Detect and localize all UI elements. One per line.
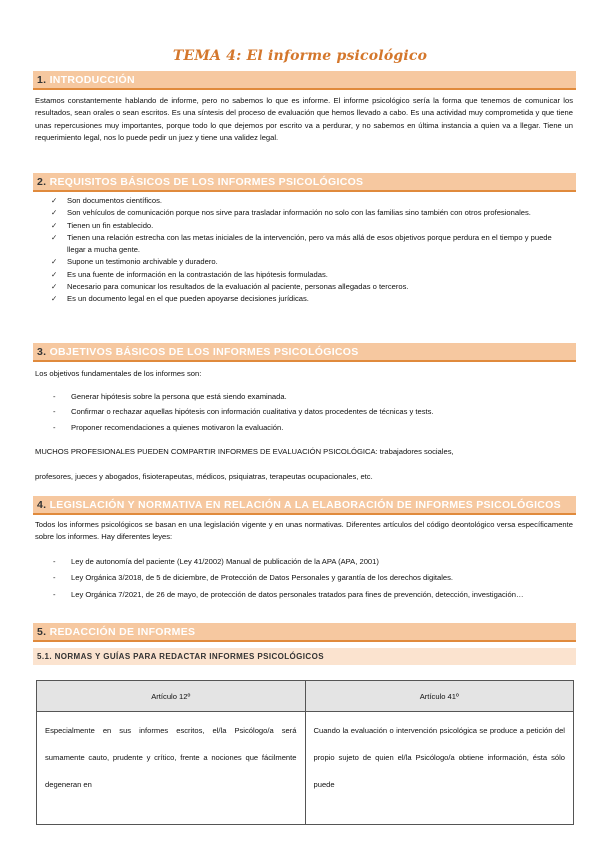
dash-bullet: - [53, 573, 56, 583]
section-title: INTRODUCCIÓN [49, 74, 135, 86]
checkmark-icon: ✓ [51, 220, 58, 230]
list-item: ✓ Son documentos científicos. [35, 195, 555, 207]
table-header-cell: Artículo 12º [37, 681, 306, 712]
checkmark-icon: ✓ [51, 232, 58, 242]
list-item: ✓ Es un documento legal en el que pueden apoyarse decisiones jurídicas. [35, 293, 555, 305]
dash-bullet: - [53, 589, 56, 599]
table-header-cell: Artículo 41º [305, 681, 574, 712]
checkmark-icon: ✓ [51, 269, 58, 279]
table-header-row [37, 681, 574, 712]
list-item: - Ley Orgánica 7/2021, de 26 de mayo, de protección de datos personales tratados para fines de prevención, detección, investigación… [35, 589, 555, 601]
list-item: - Ley Orgánica 3/2018, de 5 de diciembre, de Protección de Datos Personales y garantía de los derechos digitales. [35, 572, 555, 584]
table-cell [37, 712, 306, 825]
list-item: ✓ Tienen un fin establecido. [35, 220, 555, 232]
section-title: REDACCIÓN DE INFORMES [49, 626, 196, 638]
objetivos-intro: Los objetivos fundamentales de los informes son: [35, 369, 202, 378]
articulo-41-text: Cuando la evaluación o intervención psicológica se produce a petición del propio sujeto de quien el/la Psicólogo/a obtiene información, ésta sólo puede [313, 726, 565, 789]
legislacion-paragraph: Todos los informes psicológicos se basan en una legislación vigente y en unas normativas. Diferentes artículos del código deontológico versa específicamente sobre los informes. Hay diferentes leyes: [35, 520, 573, 542]
section-number: 5. [37, 626, 47, 638]
list-item: - Generar hipótesis sobre la persona que está siendo examinada. [35, 391, 555, 403]
section-number: 1. [37, 74, 47, 86]
section-title: LEGISLACIÓN Y NORMATIVA EN RELACIÓN A LA ELABORACIÓN DE INFORMES PSICOLÓGICOS [49, 499, 561, 511]
section-header-objetivos [33, 343, 576, 362]
subsection-title: NORMAS Y GUÍAS PARA REDACTAR INFORMES PSICOLÓGICOS [54, 652, 324, 661]
table-cell [305, 712, 574, 825]
dash-bullet: - [53, 407, 56, 417]
list-item: - Proponer recomendaciones a quienes motivaron la evaluación. [35, 422, 555, 434]
checkmark-icon: ✓ [51, 257, 58, 267]
section-number: 4. [37, 499, 47, 511]
intro-paragraph: Estamos constantemente hablando de informe, pero no sabemos lo que es informe. El informe psicológico sería la forma que tenemos de comunicar los resultados, sean orales o sean escritos. Es una síntesis del proceso de evaluación que hemos llevado a cabo. Es una actividad muy comprometida y que tiene unas repercusiones muy importantes, porque todo lo que dejemos por escrito va a perdurar, y no sabemos en última instancia a quien va a llegar. Tiene un requerimiento legal, nos lo puede pedir un juez y tiene una validez legal. [35, 96, 573, 142]
section-number: 3. [37, 346, 47, 358]
section-title: OBJETIVOS BÁSICOS DE LOS INFORMES PSICOLÓGICOS [49, 346, 359, 358]
list-item: ✓ Tienen una relación estrecha con las metas iniciales de la intervención, pero va más allá de esos objetivos porque perdura en el tiempo y puede llegar a mucha gente. [51, 232, 552, 255]
requisitos-list [35, 195, 555, 306]
dash-bullet: - [53, 557, 56, 566]
section-header-requisitos [33, 173, 576, 192]
checkmark-icon: ✓ [51, 196, 58, 205]
dash-bullet: - [53, 422, 56, 432]
section-header-introduccion [33, 71, 576, 90]
section-header-legislacion [33, 496, 576, 515]
table-row [37, 712, 574, 825]
list-item: - Confirmar o rechazar aquellas hipótesis con información cualitativa y datos procedentes de técnicas y tests. [35, 406, 555, 418]
objetivos-list [35, 391, 555, 434]
checkmark-icon: ✓ [51, 208, 58, 218]
subsection-number: 5.1. [37, 652, 52, 661]
section-header-redaccion [33, 623, 576, 642]
articulo-12-text: Especialmente en sus informes escritos, el/la Psicólogo/a será sumamente cauto, prudente y crítico, frente a nociones que fácilmente degeneran en [45, 726, 297, 789]
articulos-table [36, 680, 574, 825]
list-item: ✓ Es una fuente de información en la contrastación de las hipótesis formuladas. [35, 269, 555, 281]
list-item: - Ley de autonomía del paciente (Ley 41/2002) Manual de publicación de la APA (APA, 2001) [35, 556, 555, 568]
profesionales-line-2: profesores, jueces y abogados, fisioterapeutas, médicos, psiquiatras, terapeutas ocupacionales, etc. [35, 472, 373, 481]
document-title: TEMA 4: El informe psicológico [172, 48, 428, 64]
dash-bullet: - [53, 392, 56, 401]
list-item: ✓ Necesario para comunicar los resultados de la evaluación al paciente, personas allegadas o terceros. [35, 281, 555, 293]
leyes-list [35, 556, 555, 601]
section-title: REQUISITOS BÁSICOS DE LOS INFORMES PSICOLÓGICOS [49, 176, 364, 188]
list-item: ✓ Son vehículos de comunicación porque nos sirve para trasladar información no solo con las familias sino también con otros profesionales. [35, 207, 555, 219]
subsection-header-normas [33, 648, 576, 665]
section-number: 2. [37, 176, 47, 188]
list-item: ✓ Supone un testimonio archivable y duradero. [35, 256, 555, 268]
checkmark-icon: ✓ [51, 294, 58, 304]
profesionales-line-1: MUCHOS PROFESIONALES PUEDEN COMPARTIR INFORMES DE EVALUACIÓN PSICOLÓGICA: trabajadores sociales, [35, 447, 454, 456]
checkmark-icon: ✓ [51, 282, 58, 292]
